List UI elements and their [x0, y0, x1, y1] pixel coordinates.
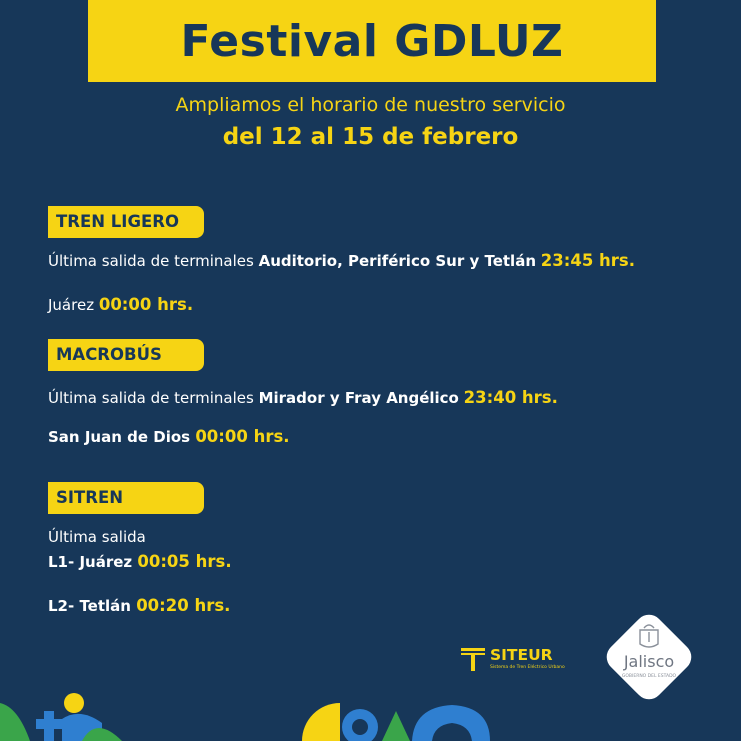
date-range: del 12 al 15 de febrero	[222, 124, 519, 150]
sitren-l1-row	[48, 552, 232, 571]
decorative-shapes-center	[300, 701, 500, 741]
tren-ligero-juarez-time: 00:00 hrs.	[98, 295, 194, 314]
tren-ligero-tag: TREN LIGERO	[48, 206, 204, 238]
sitren-tag: SITREN	[48, 482, 204, 514]
macrobus-line1-prefix: Última salida de terminales	[48, 389, 254, 407]
decorative-shapes-left	[0, 681, 130, 741]
macrobus-san-juan-row	[48, 427, 290, 446]
blue-plus-vertical	[44, 711, 54, 741]
macrobus-time: 23:40 hrs.	[463, 388, 558, 407]
sitren-l1-time: 00:05 hrs.	[137, 552, 232, 571]
siteur-t-icon	[460, 646, 486, 672]
tren-ligero-time: 23:45 hrs.	[540, 251, 636, 270]
tren-ligero-juarez-row	[48, 295, 193, 314]
sitren-intro: Última salida	[48, 528, 146, 546]
sitren-l2-time: 00:20 hrs.	[136, 596, 231, 615]
subtitle: Ampliamos el horario de nuestro servicio	[175, 94, 566, 116]
ring-hole-shape	[352, 719, 368, 735]
jalisco-subtitle: GOBIERNO DEL ESTADO	[621, 674, 677, 679]
green-leaf-shape	[0, 703, 30, 741]
macrobus-last-departure	[48, 388, 558, 407]
tren-ligero-terminals: Auditorio, Periférico Sur y Tetlán	[258, 252, 536, 270]
macrobus-san-juan-label: San Juan de Dios	[48, 428, 191, 446]
tren-ligero-last-departure	[48, 251, 635, 270]
jalisco-logo	[596, 604, 702, 710]
green-triangle-shape	[382, 711, 410, 741]
siteur-subtitle: Sistema de Tren Eléctrico Urbano	[490, 665, 565, 670]
siteur-logo	[460, 646, 580, 676]
yellow-dot-shape	[64, 693, 84, 713]
tren-ligero-line1-prefix: Última salida de terminales	[48, 252, 254, 270]
macrobus-san-juan-time: 00:00 hrs.	[195, 427, 290, 446]
yellow-quarter-shape	[302, 703, 340, 741]
page-title: Festival GDLUZ	[180, 15, 564, 67]
sitren-l1-label: L1- Juárez	[48, 553, 133, 571]
jalisco-name: Jalisco	[623, 652, 675, 671]
sitren-l2-row	[48, 596, 230, 615]
macrobus-terminals: Mirador y Fray Angélico	[258, 389, 459, 407]
tren-ligero-juarez-label: Juárez	[48, 296, 95, 314]
siteur-name: SITEUR	[490, 646, 553, 664]
sitren-l2-label: L2- Tetlán	[48, 597, 131, 615]
title-banner	[88, 0, 656, 82]
blue-arch-shape	[412, 705, 490, 741]
macrobus-tag: MACROBÚS	[48, 339, 204, 371]
